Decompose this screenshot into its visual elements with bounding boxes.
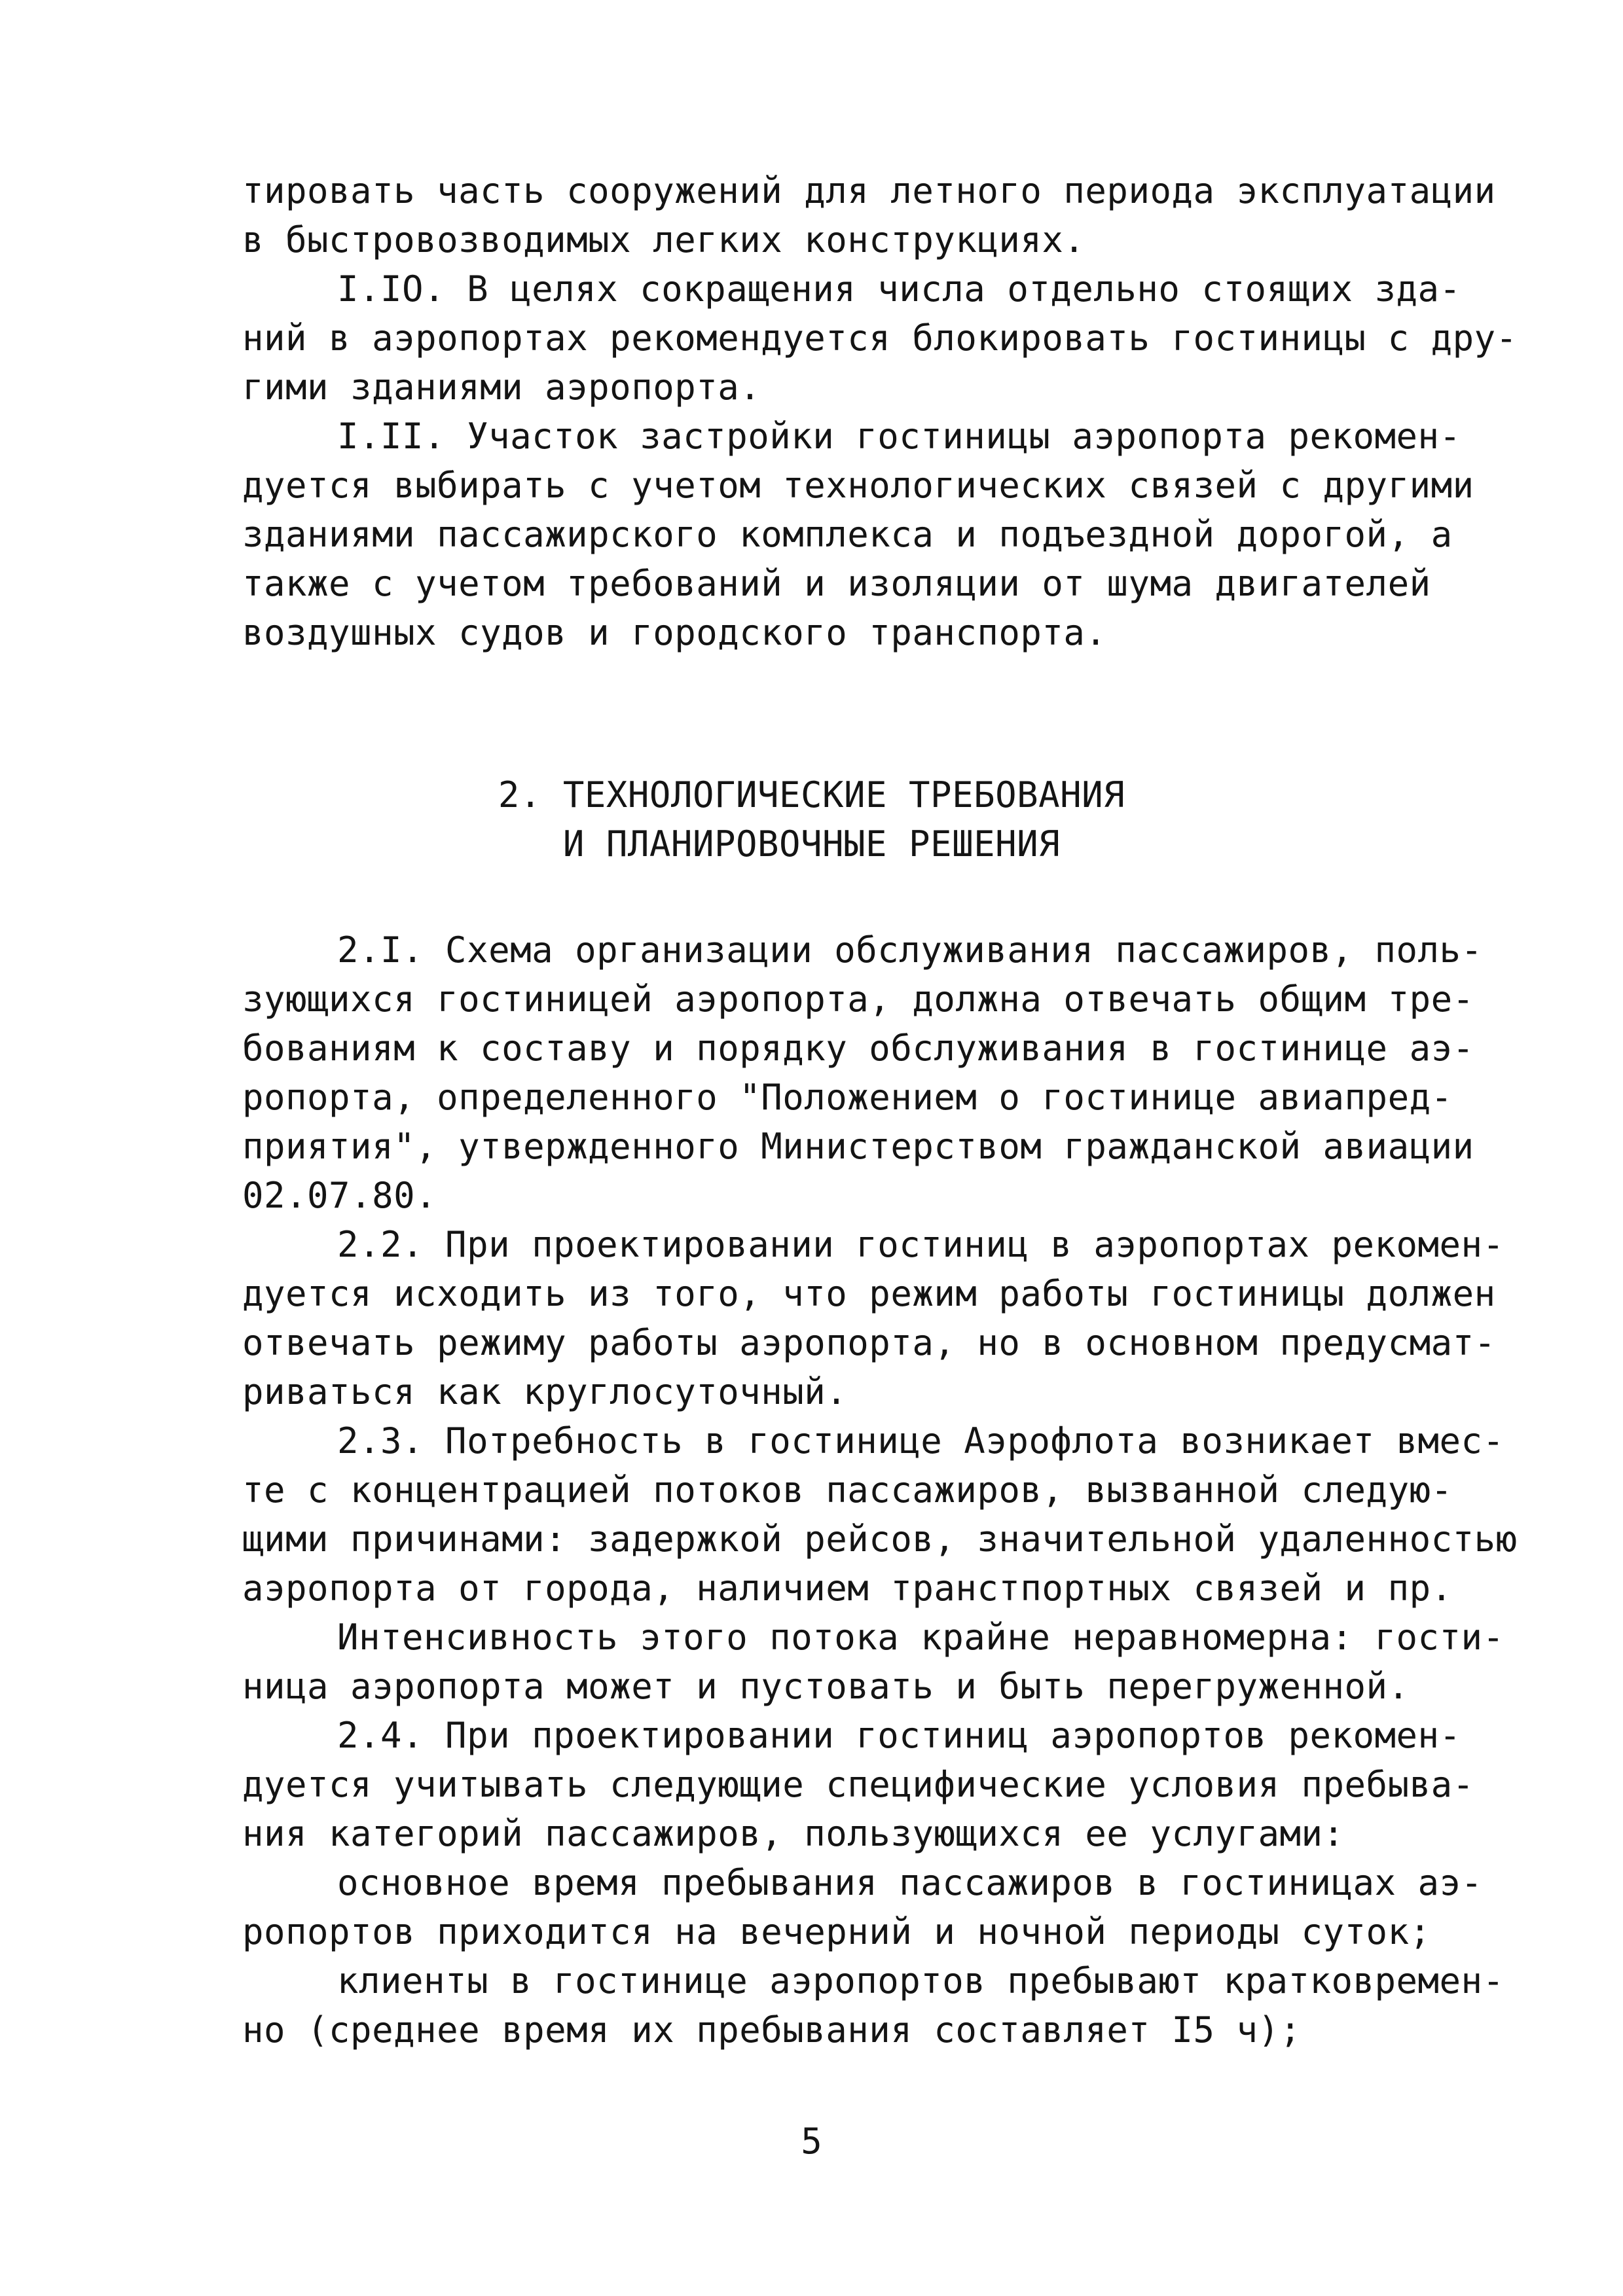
text-line: в быстровозводимых легких конструкциях.	[242, 219, 1085, 260]
text-line: приятия", утвержденного Министерством гражданской авиации	[242, 1126, 1474, 1167]
section-heading-line-2: И ПЛАНИРОВОЧНЫЕ РЕШЕНИЯ	[562, 823, 1061, 865]
page-number: 5	[801, 2121, 822, 2162]
text-line: также с учетом требований и изоляции от шума двигателей	[242, 563, 1431, 604]
text-line: ропорта, определенного "Положением о гостинице авиапред-	[242, 1077, 1453, 1118]
text-line: 2.4. При проектировании гостиниц аэропортов рекомен-	[337, 1715, 1461, 1756]
text-line: риваться как круглосуточный.	[242, 1371, 848, 1412]
text-line: тировать часть сооружений для летного периода эксплуатации	[242, 170, 1496, 211]
text-line: дуется исходить из того, что режим работы гостиницы должен	[242, 1273, 1496, 1314]
text-line: гими зданиями аэропорта.	[242, 367, 761, 408]
text-line: 02.07.80.	[242, 1175, 437, 1216]
text-line: но (среднее время их пребывания составляет I5 ч);	[242, 2009, 1302, 2051]
text-line: ния категорий пассажиров, пользующихся ее услугами:	[242, 1813, 1345, 1854]
text-line: ница аэропорта может и пустовать и быть перегруженной.	[242, 1666, 1410, 1707]
text-line: зданиями пассажирского комплекса и подъездной дорогой, а	[242, 514, 1453, 555]
text-line: те с концентрацией потоков пассажиров, вызванной следую-	[242, 1469, 1453, 1511]
text-line: I.IO. В целях сокращения числа отдельно стоящих зда-	[337, 268, 1461, 310]
text-line: щими причинами: задержкой рейсов, значительной удаленностью	[242, 1518, 1518, 1560]
text-line: 2.2. При проектировании гостиниц в аэропортах рекомен-	[337, 1224, 1504, 1265]
text-line: бованиям к составу и порядку обслуживания в гостинице аэ-	[242, 1028, 1474, 1069]
text-line: зующихся гостиницей аэропорта, должна отвечать общим тре-	[242, 978, 1474, 1020]
text-line: I.II. Участок застройки гостиницы аэропорта рекомен-	[337, 416, 1461, 457]
text-line: ропортов приходится на вечерний и ночной периоды суток;	[242, 1911, 1431, 1952]
text-line: Интенсивность этого потока крайне неравномерна: гости-	[337, 1617, 1504, 1658]
text-line: ний в аэропортах рекомендуется блокировать гостиницы с дру-	[242, 317, 1518, 359]
text-line: 2.I. Схема организации обслуживания пассажиров, поль-	[337, 929, 1483, 971]
text-line: аэропорта от города, наличием транстпортных связей и пр.	[242, 1568, 1453, 1609]
text-line: клиенты в гостинице аэропортов пребывают кратковремен-	[337, 1960, 1504, 2001]
text-line: воздушных судов и городского транспорта.	[242, 612, 1107, 653]
section-heading-line-1: 2. ТЕХНОЛОГИЧЕСКИЕ ТРЕБОВАНИЯ	[498, 774, 1125, 816]
text-line: основное время пребывания пассажиров в гостиницах аэ-	[337, 1862, 1483, 1903]
text-line: дуется учитывать следующие специфические условия пребыва-	[242, 1764, 1474, 1805]
text-line: 2.3. Потребность в гостинице Аэрофлота возникает вмес-	[337, 1420, 1504, 1462]
text-line: дуется выбирать с учетом технологических связей с другими	[242, 465, 1474, 506]
text-line: отвечать режиму работы аэропорта, но в основном предусмат-	[242, 1322, 1496, 1363]
